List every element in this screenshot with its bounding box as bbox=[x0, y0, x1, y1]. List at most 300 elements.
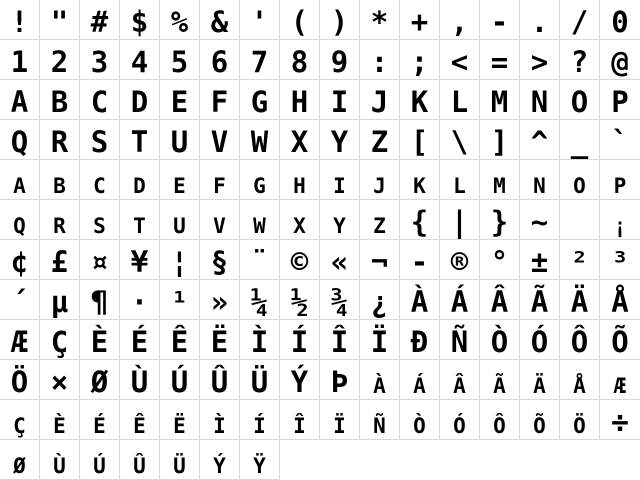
glyph-cell[interactable] bbox=[40, 280, 80, 320]
glyph-cell[interactable] bbox=[40, 200, 80, 240]
glyph-cell[interactable] bbox=[520, 280, 560, 320]
glyph: » bbox=[210, 285, 229, 319]
glyph-cell[interactable] bbox=[160, 360, 200, 400]
glyph-cell[interactable] bbox=[120, 120, 160, 160]
glyph: A bbox=[13, 174, 26, 198]
glyph-cell[interactable] bbox=[160, 400, 200, 440]
glyph: Ø bbox=[13, 454, 26, 478]
glyph-cell[interactable] bbox=[360, 400, 400, 440]
glyph-cell[interactable] bbox=[400, 280, 440, 320]
glyph-cell[interactable] bbox=[360, 320, 400, 360]
glyph-cell[interactable] bbox=[80, 40, 120, 80]
glyph-cell[interactable] bbox=[160, 280, 200, 320]
glyph-cell[interactable] bbox=[400, 0, 440, 40]
glyph: ÷ bbox=[611, 405, 629, 439]
glyph-cell[interactable] bbox=[600, 280, 640, 320]
glyph-cell[interactable] bbox=[40, 80, 80, 120]
glyph-cell[interactable] bbox=[280, 400, 320, 440]
glyph: Æ bbox=[10, 325, 29, 359]
glyph: ` bbox=[611, 125, 629, 159]
glyph-cell[interactable] bbox=[520, 240, 560, 280]
glyph-cell[interactable] bbox=[320, 320, 360, 360]
glyph: ^ bbox=[530, 125, 549, 159]
glyph-cell[interactable] bbox=[560, 360, 600, 400]
glyph-cell[interactable] bbox=[440, 360, 480, 400]
glyph: + bbox=[410, 5, 429, 39]
glyph: F bbox=[210, 85, 229, 119]
glyph-cell[interactable] bbox=[400, 320, 440, 360]
glyph: Ü bbox=[250, 365, 269, 399]
glyph-cell[interactable] bbox=[0, 280, 40, 320]
glyph: Ñ bbox=[450, 325, 469, 359]
glyph-cell[interactable] bbox=[40, 120, 80, 160]
glyph-cell[interactable] bbox=[160, 200, 200, 240]
glyph: É bbox=[130, 325, 149, 359]
glyph: V bbox=[213, 214, 226, 238]
glyph-cell[interactable] bbox=[240, 160, 280, 200]
glyph-cell[interactable] bbox=[200, 280, 240, 320]
glyph: S bbox=[90, 125, 109, 159]
glyph: Ê bbox=[133, 414, 146, 438]
glyph-cell[interactable] bbox=[560, 400, 600, 440]
glyph-cell[interactable] bbox=[40, 320, 80, 360]
glyph: L bbox=[453, 174, 466, 198]
glyph-cell[interactable] bbox=[0, 400, 40, 440]
glyph: M bbox=[490, 85, 509, 119]
glyph-cell[interactable] bbox=[160, 160, 200, 200]
glyph-cell[interactable] bbox=[160, 240, 200, 280]
glyph-cell[interactable] bbox=[600, 120, 640, 160]
glyph: < bbox=[450, 45, 469, 79]
glyph-cell[interactable] bbox=[240, 440, 280, 480]
glyph-cell[interactable] bbox=[240, 80, 280, 120]
glyph-cell[interactable] bbox=[240, 320, 280, 360]
glyph-cell[interactable] bbox=[280, 320, 320, 360]
glyph-cell[interactable] bbox=[160, 320, 200, 360]
glyph: § bbox=[210, 245, 229, 279]
glyph: J bbox=[373, 174, 386, 198]
glyph-cell[interactable] bbox=[600, 40, 640, 80]
glyph: Õ bbox=[611, 325, 629, 359]
glyph-cell[interactable] bbox=[240, 120, 280, 160]
glyph-cell[interactable] bbox=[200, 400, 240, 440]
glyph-cell[interactable] bbox=[40, 240, 80, 280]
glyph: ¦ bbox=[170, 245, 189, 279]
glyph-cell[interactable] bbox=[200, 440, 240, 480]
glyph-cell[interactable] bbox=[280, 240, 320, 280]
glyph-cell[interactable] bbox=[200, 320, 240, 360]
glyph: · bbox=[130, 285, 149, 319]
glyph: @ bbox=[611, 45, 629, 79]
glyph: ± bbox=[530, 245, 549, 279]
glyph-cell[interactable] bbox=[480, 0, 520, 40]
glyph: Ï bbox=[370, 325, 389, 359]
glyph-cell[interactable] bbox=[600, 0, 640, 40]
glyph: { bbox=[410, 205, 429, 239]
glyph-cell[interactable] bbox=[200, 120, 240, 160]
glyph: C bbox=[93, 174, 106, 198]
glyph-cell[interactable] bbox=[440, 320, 480, 360]
glyph-cell[interactable] bbox=[440, 80, 480, 120]
glyph: Ê bbox=[170, 325, 189, 359]
glyph: Ö bbox=[573, 414, 586, 438]
glyph-cell[interactable] bbox=[320, 200, 360, 240]
glyph-cell[interactable] bbox=[360, 40, 400, 80]
glyph-cell[interactable] bbox=[440, 160, 480, 200]
glyph-cell[interactable] bbox=[360, 200, 400, 240]
glyph: X bbox=[290, 125, 309, 159]
glyph: I bbox=[330, 85, 349, 119]
glyph: Í bbox=[253, 414, 266, 438]
glyph-cell[interactable] bbox=[560, 240, 600, 280]
glyph-cell[interactable] bbox=[40, 400, 80, 440]
glyph-cell[interactable] bbox=[120, 320, 160, 360]
glyph-cell[interactable] bbox=[120, 360, 160, 400]
glyph: Ì bbox=[250, 325, 269, 359]
glyph: ´ bbox=[10, 285, 29, 319]
glyph: G bbox=[253, 174, 266, 198]
glyph: ] bbox=[490, 125, 509, 159]
glyph-cell[interactable] bbox=[520, 0, 560, 40]
glyph-cell[interactable] bbox=[120, 400, 160, 440]
glyph: N bbox=[533, 174, 546, 198]
glyph-cell[interactable] bbox=[80, 0, 120, 40]
glyph: ( bbox=[290, 5, 309, 39]
glyph-cell[interactable] bbox=[440, 400, 480, 440]
glyph-cell[interactable] bbox=[320, 80, 360, 120]
glyph: O bbox=[573, 174, 586, 198]
glyph: Ö bbox=[10, 365, 29, 399]
glyph-cell[interactable] bbox=[80, 200, 120, 240]
glyph: - bbox=[410, 245, 429, 279]
glyph-cell[interactable] bbox=[120, 0, 160, 40]
glyph: F bbox=[213, 174, 226, 198]
glyph: ® bbox=[450, 245, 469, 279]
glyph-cell[interactable] bbox=[160, 120, 200, 160]
glyph-cell[interactable] bbox=[400, 360, 440, 400]
glyph-cell[interactable] bbox=[40, 40, 80, 80]
glyph: O bbox=[570, 85, 589, 119]
glyph: ¬ bbox=[370, 245, 389, 279]
glyph-cell[interactable] bbox=[480, 320, 520, 360]
glyph-cell[interactable] bbox=[440, 40, 480, 80]
glyph: ¿ bbox=[370, 285, 389, 319]
glyph-cell[interactable] bbox=[200, 80, 240, 120]
glyph-cell[interactable] bbox=[240, 280, 280, 320]
glyph: C bbox=[90, 85, 109, 119]
glyph-cell[interactable] bbox=[600, 160, 640, 200]
glyph-cell[interactable] bbox=[560, 0, 600, 40]
glyph: ' bbox=[250, 5, 269, 39]
glyph-cell[interactable] bbox=[240, 400, 280, 440]
glyph: Q bbox=[13, 214, 26, 238]
glyph-cell[interactable] bbox=[520, 120, 560, 160]
glyph: B bbox=[53, 174, 66, 198]
glyph: Î bbox=[330, 325, 349, 359]
glyph-cell[interactable] bbox=[200, 240, 240, 280]
glyph: _ bbox=[570, 125, 589, 159]
glyph-cell[interactable] bbox=[200, 360, 240, 400]
glyph-cell[interactable] bbox=[80, 240, 120, 280]
glyph-cell[interactable] bbox=[40, 0, 80, 40]
glyph-cell[interactable] bbox=[440, 120, 480, 160]
glyph: Ø bbox=[90, 365, 109, 399]
glyph: T bbox=[130, 125, 149, 159]
glyph: ) bbox=[330, 5, 349, 39]
glyph-cell[interactable] bbox=[40, 440, 80, 480]
glyph-cell[interactable] bbox=[320, 120, 360, 160]
glyph-cell[interactable] bbox=[560, 320, 600, 360]
glyph: $ bbox=[130, 5, 149, 39]
glyph: M bbox=[493, 174, 506, 198]
glyph: Ä bbox=[533, 374, 546, 398]
glyph-cell[interactable] bbox=[0, 160, 40, 200]
glyph: " bbox=[50, 5, 69, 39]
glyph: Ã bbox=[530, 285, 549, 319]
glyph-cell[interactable] bbox=[200, 0, 240, 40]
glyph: H bbox=[290, 85, 309, 119]
glyph-cell[interactable] bbox=[160, 0, 200, 40]
glyph: Ò bbox=[490, 325, 509, 359]
glyph: Ï bbox=[333, 414, 346, 438]
glyph-cell[interactable] bbox=[320, 240, 360, 280]
glyph-cell[interactable] bbox=[400, 200, 440, 240]
glyph: µ bbox=[50, 285, 69, 319]
glyph: È bbox=[90, 325, 109, 359]
glyph-cell[interactable] bbox=[80, 400, 120, 440]
glyph-cell[interactable] bbox=[360, 240, 400, 280]
glyph: R bbox=[50, 125, 69, 159]
glyph-cell[interactable] bbox=[120, 40, 160, 80]
glyph-cell[interactable] bbox=[0, 440, 40, 480]
glyph: 5 bbox=[170, 45, 189, 79]
glyph-cell[interactable] bbox=[440, 200, 480, 240]
glyph-cell[interactable] bbox=[400, 80, 440, 120]
glyph: E bbox=[173, 174, 186, 198]
glyph: ? bbox=[570, 45, 589, 79]
glyph: ¡ bbox=[613, 214, 627, 238]
glyph: ¢ bbox=[10, 245, 29, 279]
glyph-cell[interactable] bbox=[80, 440, 120, 480]
glyph-cell[interactable] bbox=[120, 440, 160, 480]
glyph-cell[interactable] bbox=[360, 360, 400, 400]
glyph-cell[interactable] bbox=[40, 160, 80, 200]
glyph-cell[interactable] bbox=[0, 360, 40, 400]
glyph: Ý bbox=[213, 454, 226, 478]
glyph: W bbox=[250, 125, 269, 159]
glyph: P bbox=[611, 85, 629, 119]
glyph: , bbox=[450, 5, 469, 39]
glyph-cell[interactable] bbox=[520, 160, 560, 200]
glyph: # bbox=[90, 5, 109, 39]
glyph-cell[interactable] bbox=[160, 440, 200, 480]
glyph-cell[interactable] bbox=[600, 360, 640, 400]
glyph-cell[interactable] bbox=[480, 400, 520, 440]
glyph-cell[interactable] bbox=[600, 200, 640, 240]
glyph-cell[interactable] bbox=[480, 40, 520, 80]
glyph: Y bbox=[330, 125, 349, 159]
glyph-cell[interactable] bbox=[280, 0, 320, 40]
glyph: Ÿ bbox=[253, 454, 266, 478]
glyph-cell[interactable] bbox=[0, 120, 40, 160]
glyph-cell[interactable] bbox=[240, 40, 280, 80]
glyph-cell[interactable] bbox=[480, 360, 520, 400]
glyph: ¶ bbox=[90, 285, 109, 319]
glyph-cell[interactable] bbox=[120, 240, 160, 280]
glyph: Ä bbox=[570, 285, 589, 319]
glyph: : bbox=[370, 45, 389, 79]
glyph: 4 bbox=[130, 45, 149, 79]
glyph-cell[interactable] bbox=[280, 160, 320, 200]
glyph-cell[interactable] bbox=[480, 280, 520, 320]
glyph-cell[interactable] bbox=[0, 240, 40, 280]
glyph: ¹ bbox=[170, 285, 189, 319]
glyph-cell[interactable] bbox=[360, 280, 400, 320]
glyph-cell[interactable] bbox=[0, 320, 40, 360]
glyph-cell[interactable] bbox=[160, 40, 200, 80]
glyph-cell[interactable] bbox=[240, 0, 280, 40]
glyph-cell[interactable] bbox=[560, 280, 600, 320]
glyph-cell[interactable] bbox=[280, 40, 320, 80]
glyph-cell[interactable] bbox=[200, 40, 240, 80]
glyph: Á bbox=[450, 285, 469, 319]
glyph: À bbox=[373, 374, 386, 398]
glyph-cell[interactable] bbox=[0, 80, 40, 120]
glyph: ¤ bbox=[90, 245, 109, 279]
glyph-cell[interactable] bbox=[0, 0, 40, 40]
glyph-cell[interactable] bbox=[520, 200, 560, 240]
glyph: Ó bbox=[453, 414, 466, 438]
glyph-cell[interactable] bbox=[520, 360, 560, 400]
glyph-cell[interactable] bbox=[280, 200, 320, 240]
glyph: Ç bbox=[13, 414, 26, 438]
glyph-cell[interactable] bbox=[600, 320, 640, 360]
glyph-cell[interactable] bbox=[0, 200, 40, 240]
glyph-cell[interactable] bbox=[320, 0, 360, 40]
glyph-cell[interactable] bbox=[360, 0, 400, 40]
glyph-cell[interactable] bbox=[360, 160, 400, 200]
glyph-cell[interactable] bbox=[240, 240, 280, 280]
glyph-cell[interactable] bbox=[560, 80, 600, 120]
glyph-cell[interactable] bbox=[320, 280, 360, 320]
glyph-cell[interactable] bbox=[600, 80, 640, 120]
glyph-cell[interactable] bbox=[440, 0, 480, 40]
glyph-cell[interactable] bbox=[280, 360, 320, 400]
glyph-cell[interactable] bbox=[600, 400, 640, 440]
glyph: ½ bbox=[290, 285, 309, 319]
glyph-cell[interactable] bbox=[560, 40, 600, 80]
glyph: Ì bbox=[213, 414, 226, 438]
glyph-cell[interactable] bbox=[480, 160, 520, 200]
glyph: V bbox=[210, 125, 229, 159]
glyph-cell[interactable] bbox=[520, 80, 560, 120]
glyph: P bbox=[613, 174, 627, 198]
glyph-cell[interactable] bbox=[120, 80, 160, 120]
glyph-cell[interactable] bbox=[600, 240, 640, 280]
glyph-cell[interactable] bbox=[80, 160, 120, 200]
glyph: 0 bbox=[611, 5, 629, 39]
glyph-cell[interactable] bbox=[320, 40, 360, 80]
glyph-cell[interactable] bbox=[80, 120, 120, 160]
glyph-cell[interactable] bbox=[280, 120, 320, 160]
glyph-cell[interactable] bbox=[480, 200, 520, 240]
glyph-cell[interactable] bbox=[440, 240, 480, 280]
glyph-cell[interactable] bbox=[520, 400, 560, 440]
glyph: K bbox=[410, 85, 429, 119]
glyph-cell[interactable] bbox=[80, 320, 120, 360]
glyph: K bbox=[413, 174, 426, 198]
glyph: T bbox=[133, 214, 146, 238]
glyph: × bbox=[50, 365, 69, 399]
glyph-cell[interactable] bbox=[0, 40, 40, 80]
glyph: ³ bbox=[611, 245, 629, 279]
glyph-cell[interactable] bbox=[320, 400, 360, 440]
glyph-cell[interactable] bbox=[400, 240, 440, 280]
glyph: & bbox=[210, 5, 229, 39]
glyph: Ò bbox=[413, 414, 426, 438]
glyph-cell[interactable] bbox=[80, 80, 120, 120]
glyph-cell[interactable] bbox=[280, 280, 320, 320]
glyph-cell[interactable] bbox=[560, 160, 600, 200]
glyph-cell[interactable] bbox=[200, 160, 240, 200]
glyph-cell[interactable] bbox=[400, 40, 440, 80]
glyph-cell[interactable] bbox=[80, 360, 120, 400]
glyph: Þ bbox=[330, 365, 349, 399]
glyph: Z bbox=[373, 214, 386, 238]
glyph: B bbox=[50, 85, 69, 119]
glyph: Â bbox=[453, 374, 466, 398]
glyph-cell[interactable] bbox=[320, 160, 360, 200]
glyph-cell[interactable] bbox=[360, 120, 400, 160]
glyph-cell[interactable] bbox=[200, 200, 240, 240]
glyph-cell[interactable] bbox=[520, 40, 560, 80]
glyph-cell[interactable] bbox=[280, 80, 320, 120]
glyph: D bbox=[133, 174, 146, 198]
glyph-cell[interactable] bbox=[560, 120, 600, 160]
glyph-cell[interactable] bbox=[120, 160, 160, 200]
glyph-cell[interactable] bbox=[80, 280, 120, 320]
glyph-cell[interactable] bbox=[480, 240, 520, 280]
glyph-cell[interactable] bbox=[240, 360, 280, 400]
glyph: È bbox=[53, 414, 66, 438]
glyph: > bbox=[530, 45, 549, 79]
glyph: Æ bbox=[613, 374, 627, 398]
glyph-cell[interactable] bbox=[120, 200, 160, 240]
glyph: A bbox=[10, 85, 29, 119]
glyph-cell[interactable] bbox=[240, 200, 280, 240]
glyph: Z bbox=[370, 125, 389, 159]
glyph-cell[interactable] bbox=[40, 360, 80, 400]
glyph-cell bbox=[560, 200, 600, 240]
glyph-cell[interactable] bbox=[400, 120, 440, 160]
glyph-cell[interactable] bbox=[120, 280, 160, 320]
glyph: I bbox=[333, 174, 346, 198]
glyph-cell[interactable] bbox=[160, 80, 200, 120]
glyph-cell[interactable] bbox=[320, 360, 360, 400]
glyph-cell[interactable] bbox=[480, 80, 520, 120]
glyph-cell[interactable] bbox=[400, 160, 440, 200]
glyph: Y bbox=[333, 214, 346, 238]
glyph: L bbox=[450, 85, 469, 119]
glyph-cell[interactable] bbox=[520, 320, 560, 360]
glyph-cell[interactable] bbox=[440, 280, 480, 320]
glyph: 6 bbox=[210, 45, 229, 79]
glyph: Ú bbox=[93, 454, 106, 478]
glyph-cell[interactable] bbox=[360, 80, 400, 120]
glyph: Ë bbox=[173, 414, 186, 438]
glyph-cell[interactable] bbox=[480, 120, 520, 160]
glyph-cell[interactable] bbox=[400, 400, 440, 440]
